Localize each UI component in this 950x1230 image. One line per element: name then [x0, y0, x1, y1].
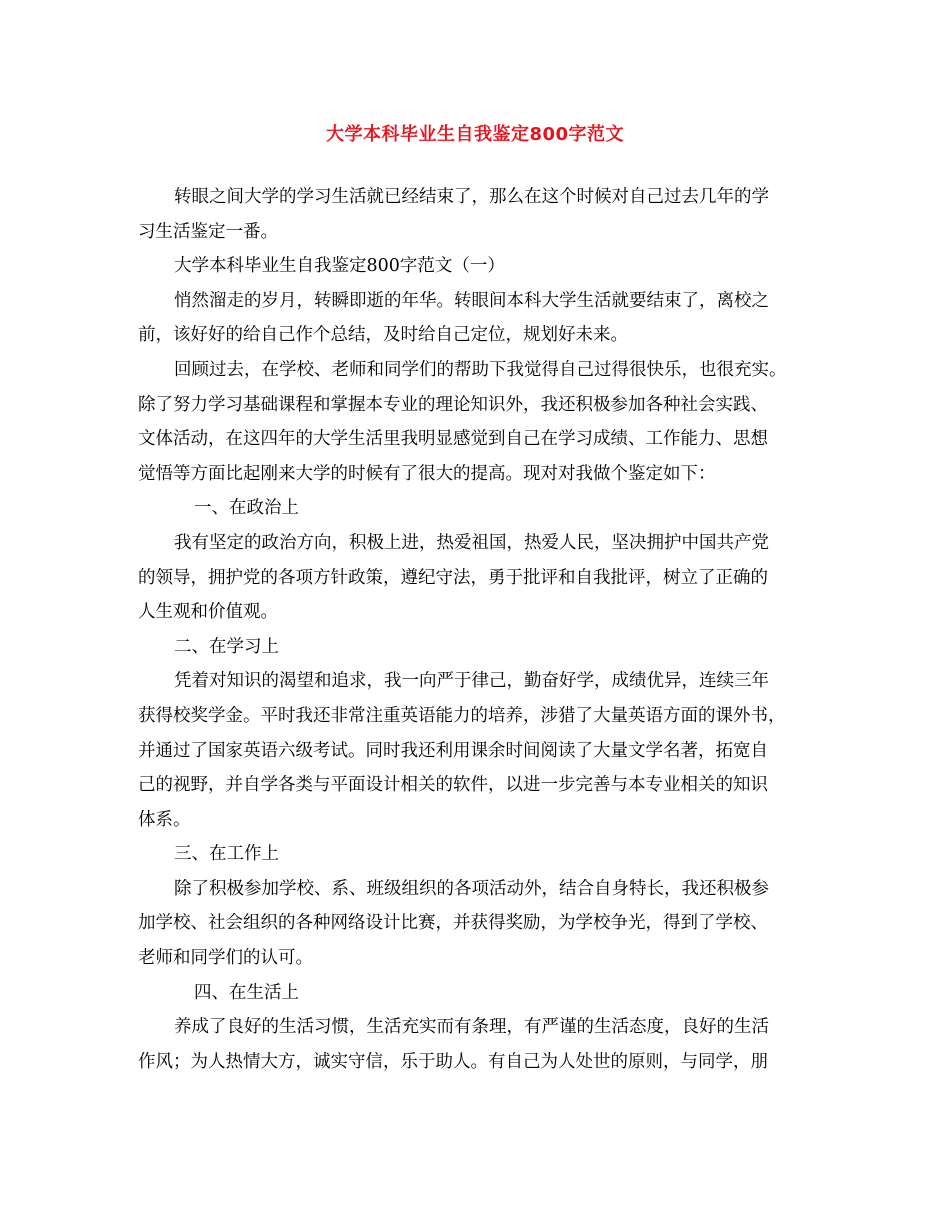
section-heading: 二、在学习上 [174, 636, 279, 657]
paragraph-line: 回顾过去，在学校、老师和同学们的帮助下我觉得自己过得很快乐，也很充实。 [174, 359, 787, 380]
paragraph-line: 前，该好好的给自己作个总结，及时给自己定位，规划好未来。 [138, 325, 628, 346]
paragraph-line: 凭着对知识的渴望和追求，我一向严于律己，勤奋好学，成绩优异，连续三年 [174, 671, 769, 692]
paragraph-line: 并通过了国家英语六级考试。同时我还利用课余时间阅读了大量文学名著，拓宽自 [138, 740, 768, 761]
paragraph-line: 除了积极参加学校、系、班级组织的各项活动外，结合自身特长，我还积极参 [174, 878, 769, 899]
paragraph-line: 人生观和价值观。 [138, 602, 278, 623]
section-heading: 三、在工作上 [174, 844, 279, 865]
paragraph-line: 体系。 [138, 809, 191, 830]
paragraph-line: 除了努力学习基础课程和掌握本专业的理论知识外，我还积极参加各种社会实践、 [138, 394, 768, 415]
paragraph-line: 己的视野，并自学各类与平面设计相关的软件，以进一步完善与本专业相关的知识 [138, 775, 768, 796]
paragraph-line: 养成了良好的生活习惯，生活充实而有条理，有严谨的生活态度，良好的生活 [174, 1017, 769, 1038]
document-title: 大学本科毕业生自我鉴定800字范文 [325, 124, 625, 145]
document-body [138, 180, 818, 1079]
paragraph-line: 获得校奖学金。平时我还非常注重英语能力的培养，涉猎了大量英语方面的课外书， [138, 705, 786, 726]
paragraph-line: 文体活动，在这四年的大学生活里我明显感觉到自己在学习成绩、工作能力、思想 [138, 429, 768, 450]
paragraph-line: 作风；为人热情大方，诚实守信，乐于助人。有自己为人处世的原则，与同学，朋 [138, 1051, 768, 1072]
paragraph-line: 转眼之间大学的学习生活就已经结束了，那么在这个时候对自己过去几年的学 [174, 187, 769, 207]
section-heading: 四、在生活上 [194, 982, 299, 1003]
paragraph-line: 的领导，拥护党的各项方针政策，遵纪守法，勇于批评和自我批评，树立了正确的 [138, 567, 768, 588]
paragraph-line: 悄然溜走的岁月，转瞬即逝的年华。转眼间本科大学生活就要结束了，离校之 [174, 290, 769, 311]
paragraph-line: 加学校、社会组织的各种网络设计比赛，并获得奖励，为学校争光，得到了学校、 [138, 913, 768, 934]
subtitle-line: 大学本科毕业生自我鉴定800字范文（一） [174, 256, 505, 277]
paragraph-line: 习生活鉴定一番。 [138, 221, 278, 242]
paragraph-line: 老师和同学们的认可。 [138, 948, 313, 969]
section-heading: 一、在政治上 [194, 498, 299, 519]
paragraph-line: 觉悟等方面比起刚来大学的时候有了很大的提高。现对对我做个鉴定如下： [138, 463, 716, 484]
paragraph-line: 我有坚定的政治方向，积极上进，热爱祖国，热爱人民，坚决拥护中国共产党 [174, 532, 769, 553]
